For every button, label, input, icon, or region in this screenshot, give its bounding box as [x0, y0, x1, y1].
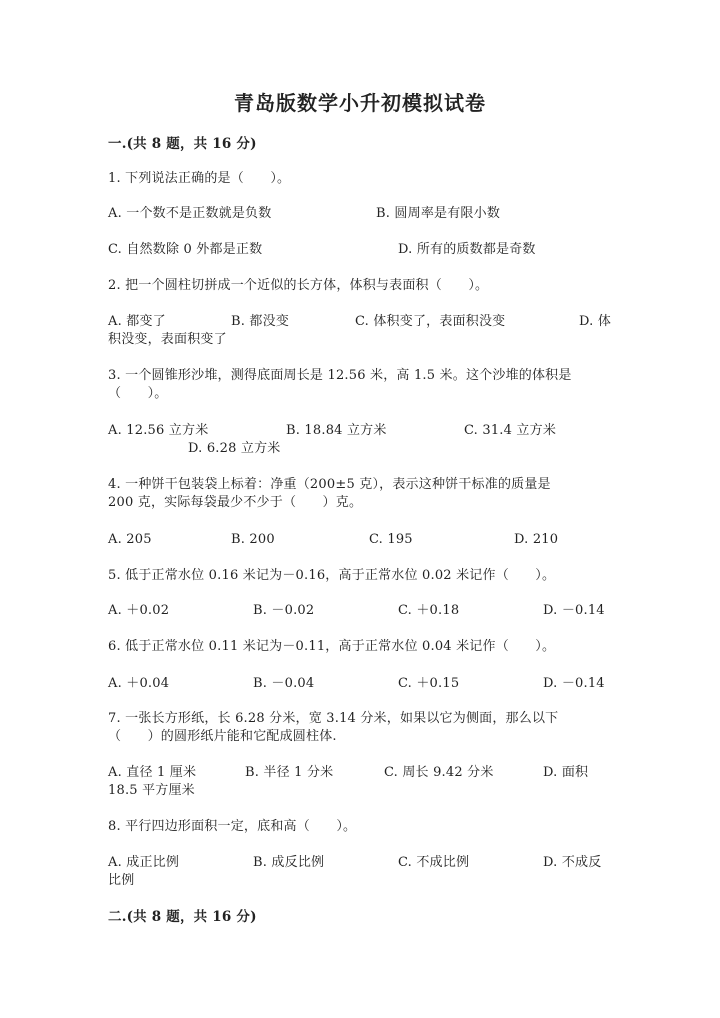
question-stem: 5. 低于正常水位 0.16 米记为－0.16，高于正常水位 0.02 米记作（ ）。 — [108, 568, 556, 583]
option-a: A. 12.56 立方米 — [108, 423, 209, 438]
option-d: D. －0.14 — [543, 676, 605, 691]
option-a: A. 直径 1 厘米 — [108, 765, 197, 780]
option-c: C. ＋0.18 — [398, 603, 460, 618]
question-stem-continued: （ ）的圆形纸片能和它配成圆柱体. — [108, 729, 337, 744]
option-d: D. 不成反 — [543, 855, 602, 870]
option-b: B. －0.04 — [253, 676, 315, 691]
option-d-continued: 18.5 平方厘米 — [108, 783, 195, 798]
option-a: A. 一个数不是正数就是负数 — [108, 206, 272, 221]
option-d-continued: 积没变，表面积变了 — [108, 332, 227, 347]
option-b: B. 18.84 立方米 — [286, 423, 387, 438]
option-d: D. 6.28 立方米 — [188, 441, 281, 456]
option-d: D. 体 — [579, 314, 612, 329]
option-c: C. 195 — [369, 532, 413, 547]
option-b: B. 都没变 — [231, 314, 290, 329]
option-a: A. 成正比例 — [108, 855, 180, 870]
section-header: 二.(共 8 题，共 16 分) — [108, 909, 257, 925]
question-stem: 4. 一种饼干包装袋上标着：净重（200±5 克），表示这种饼干标准的质量是 — [108, 477, 551, 492]
option-d-continued: 比例 — [108, 873, 135, 888]
option-d: D. 面积 — [543, 765, 589, 780]
option-a: A. 205 — [108, 532, 152, 547]
option-c: C. 自然数除 0 外都是正数 — [108, 242, 263, 257]
question-stem: 2. 把一个圆柱切拼成一个近似的长方体，体积与表面积（ ）。 — [108, 278, 489, 293]
question-stem-continued: 200 克，实际每袋最少不少于（ ）克。 — [108, 495, 363, 510]
option-b: B. 半径 1 分米 — [245, 765, 334, 780]
option-d: D. 210 — [514, 532, 559, 547]
option-c: C. 不成比例 — [398, 855, 470, 870]
option-b: B. 200 — [231, 532, 275, 547]
option-a: A. ＋0.02 — [108, 603, 170, 618]
option-c: C. ＋0.15 — [398, 676, 460, 691]
option-b: B. －0.02 — [253, 603, 315, 618]
option-d: D. －0.14 — [543, 603, 605, 618]
option-b: B. 圆周率是有限小数 — [376, 206, 501, 221]
option-c: C. 31.4 立方米 — [464, 423, 557, 438]
option-d: D. 所有的质数都是奇数 — [398, 242, 536, 257]
option-c: C. 周长 9.42 分米 — [384, 765, 494, 780]
option-a: A. 都变了 — [108, 314, 166, 329]
option-c: C. 体积变了，表面积没变 — [355, 314, 506, 329]
question-stem-continued: （ ）。 — [108, 386, 168, 401]
option-a: A. ＋0.04 — [108, 676, 170, 691]
question-stem: 3. 一个圆锥形沙堆，测得底面周长是 12.56 米，高 1.5 米。这个沙堆的体积是 — [108, 368, 572, 383]
option-b: B. 成反比例 — [253, 855, 325, 870]
question-stem: 6. 低于正常水位 0.11 米记为－0.11，高于正常水位 0.04 米记作（ ）。 — [108, 639, 556, 654]
page-title: 青岛版数学小升初模拟试卷 — [234, 91, 486, 115]
question-stem: 1. 下列说法正确的是（ ）。 — [108, 171, 291, 186]
section-header: 一.(共 8 题，共 16 分) — [108, 136, 257, 152]
question-stem: 7. 一张长方形纸，长 6.28 分米，宽 3.14 分米，如果以它为侧面，那么以下 — [108, 711, 559, 726]
question-stem: 8. 平行四边形面积一定，底和高（ ）。 — [108, 819, 357, 834]
